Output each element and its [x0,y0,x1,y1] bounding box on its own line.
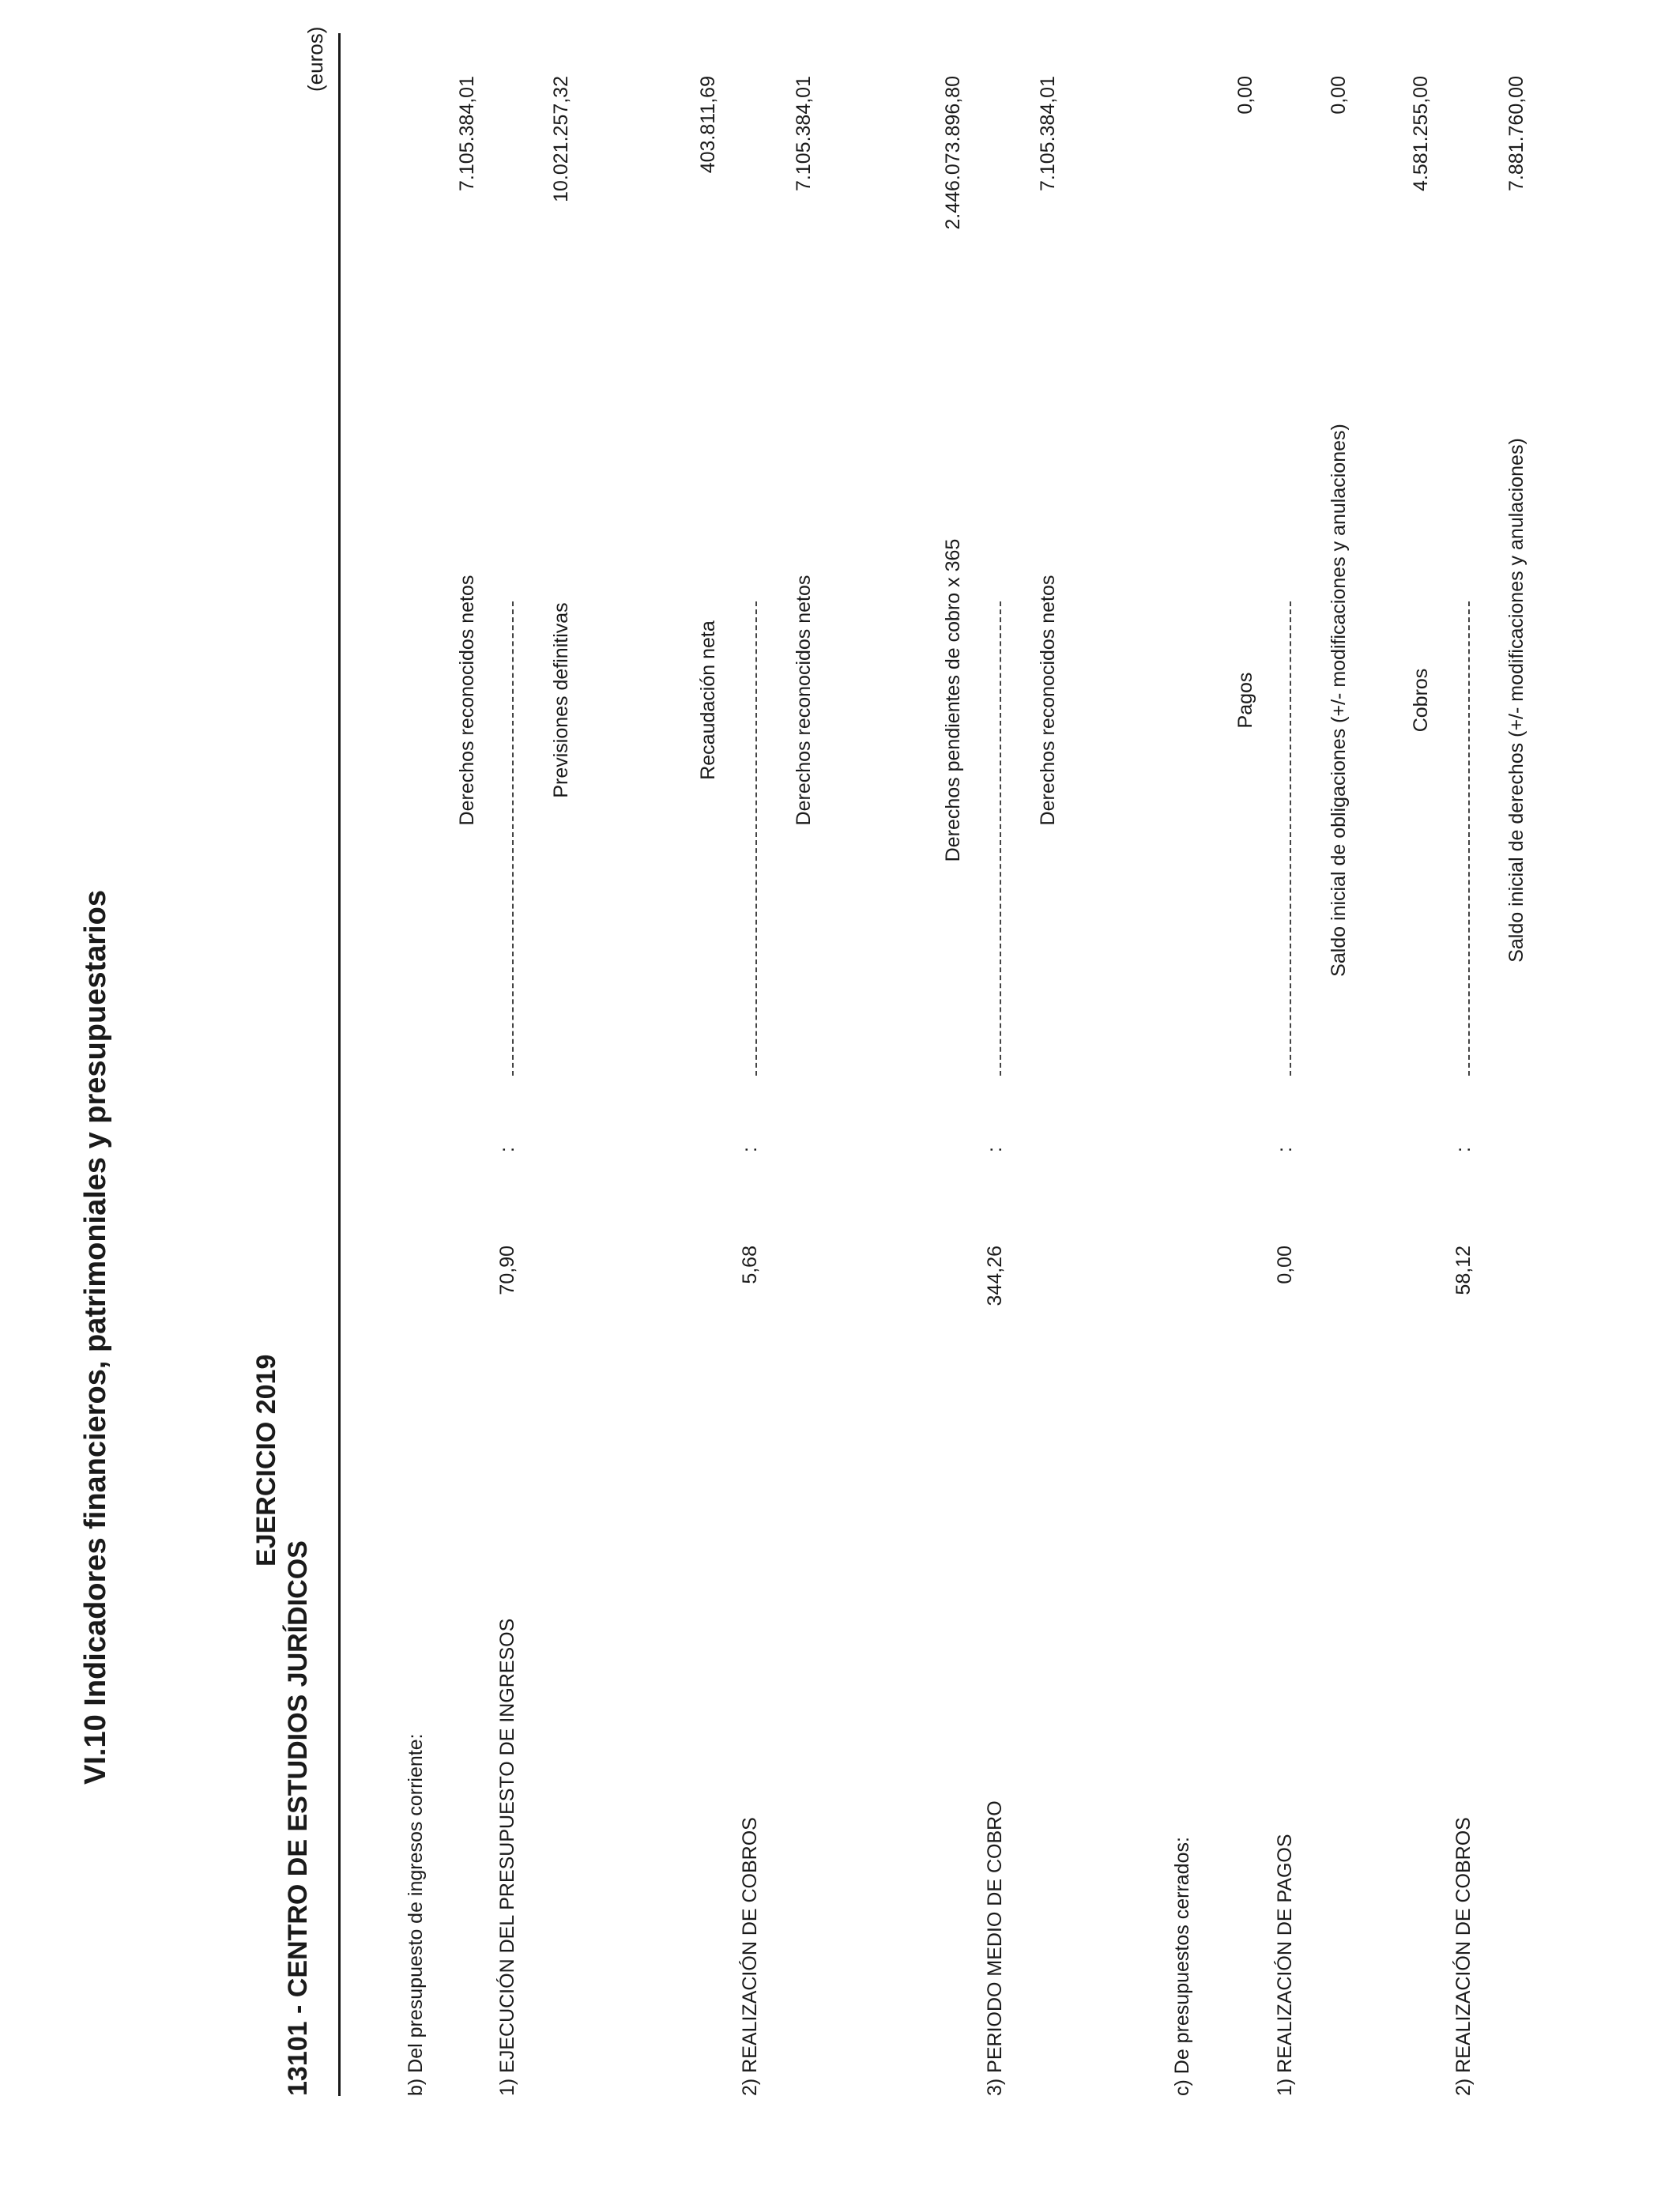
indicator-ratio: 58,12 [1452,1246,1475,1295]
indicator-ratio: 0,00 [1274,1246,1296,1284]
numerator-label: Cobros [1410,668,1432,733]
numerator-value: 403.811,69 [697,76,719,174]
fraction-line [755,601,757,1076]
fraction-line [512,601,514,1076]
numerator-value: 2.446.073.896,80 [942,76,964,230]
denominator-value: 7.881.760,00 [1505,76,1527,191]
numerator-label: Recaudación neta [697,620,719,780]
entity-heading: 13101 - CENTRO DE ESTUDIOS JURÍDICOS [283,1540,313,2096]
fraction-line [1468,601,1470,1076]
units-label: (euros) [303,26,327,92]
denominator-value: 10.021.257,32 [550,76,572,202]
denominator-label: Saldo inicial de derechos (+/- modificaciones y anulaciones) [1505,438,1527,963]
numerator-label: Derechos pendientes de cobro x 365 [942,538,964,862]
numerator-value: 7.105.384,01 [456,76,478,191]
ratio-colon: : [1452,1147,1475,1152]
indicator-name: 1) EJECUCIÓN DEL PRESUPUESTO DE INGRESOS [496,1618,518,2096]
exercise-heading: EJERCICIO 2019 [251,1354,281,1566]
section-c-label: c) De presupuestos cerrados: [1171,1837,1193,2096]
indicator-name: 3) PERIODO MEDIO DE COBRO [984,1800,1006,2096]
indicator-name: 1) REALIZACIÓN DE PAGOS [1274,1834,1296,2096]
numerator-label: Derechos reconocidos netos [456,575,478,826]
denominator-value: 7.105.384,01 [793,76,815,191]
numerator-label: Pagos [1234,672,1256,729]
fraction-line [1290,601,1291,1076]
indicator-ratio: 70,90 [496,1246,518,1295]
indicator-ratio: 344,26 [984,1246,1006,1306]
ratio-colon: : [1274,1147,1296,1152]
indicator-name: 2) REALIZACIÓN DE COBROS [739,1817,761,2096]
denominator-label: Previsiones definitivas [550,602,572,798]
denominator-value: 7.105.384,01 [1037,76,1059,191]
header-rule [338,33,341,2096]
numerator-value: 4.581.255,00 [1410,76,1432,191]
fraction-line [1000,601,1001,1076]
ratio-colon: : [496,1147,518,1152]
numerator-value: 0,00 [1234,76,1256,115]
denominator-label: Derechos reconocidos netos [793,575,815,826]
denominator-label: Saldo inicial de obligaciones (+/- modificaciones y anulaciones) [1328,424,1350,977]
ratio-colon: : [984,1147,1006,1152]
section-b-label: b) Del presupuesto de ingresos corriente: [405,1733,427,2096]
denominator-value: 0,00 [1328,76,1350,115]
indicator-name: 2) REALIZACIÓN DE COBROS [1452,1817,1475,2096]
denominator-label: Derechos reconocidos netos [1037,575,1059,826]
ratio-colon: : [739,1147,761,1152]
indicator-ratio: 5,68 [739,1246,761,1284]
page-title: VI.10 Indicadores financieros, patrimoniales y presupuestarios [79,890,112,1785]
